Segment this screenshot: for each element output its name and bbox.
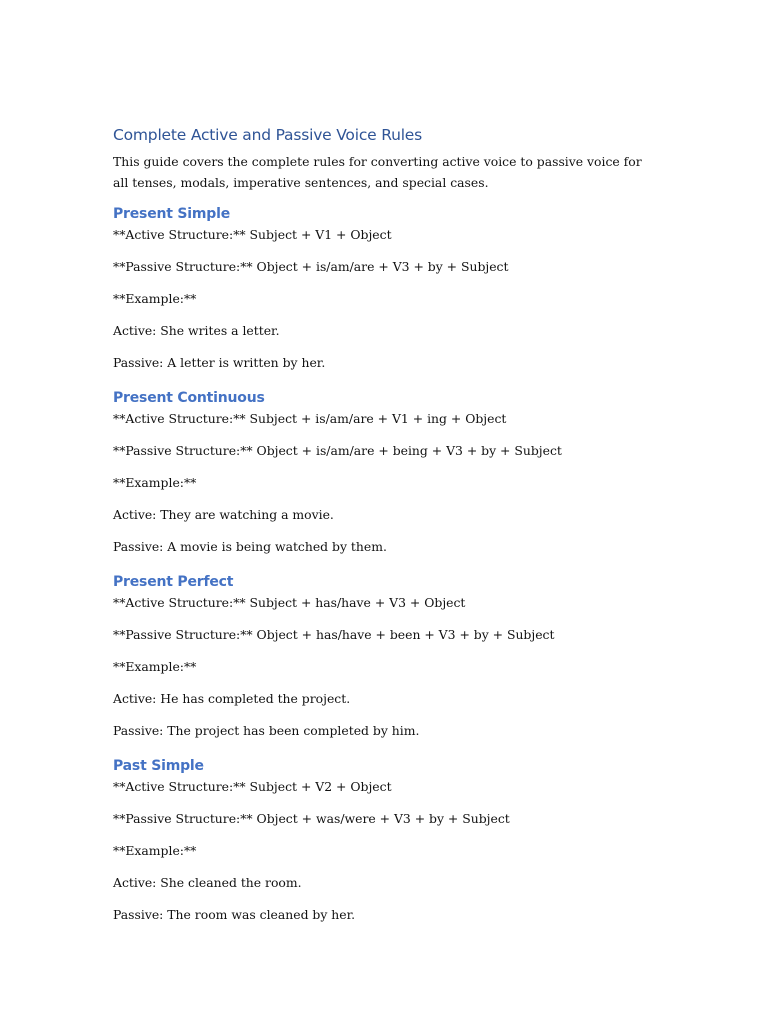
section-heading: Past Simple: [113, 758, 204, 774]
active-example: Active: She cleaned the room.: [113, 875, 302, 890]
passive-example: Passive: A movie is being watched by them.: [113, 539, 387, 554]
example-label: **Example:**: [113, 475, 197, 490]
active-example: Active: They are watching a movie.: [113, 507, 334, 522]
document-title: Complete Active and Passive Voice Rules: [113, 126, 423, 144]
example-label: **Example:**: [113, 843, 197, 858]
example-label: **Example:**: [113, 291, 197, 306]
active-example: Active: He has completed the project.: [113, 691, 351, 706]
passive-structure: **Passive Structure:** Object + was/were + V3 + by + Subject: [113, 811, 510, 826]
section-heading: Present Continuous: [113, 390, 265, 406]
section-past-simple: [113, 753, 653, 937]
section-heading: Present Simple: [113, 206, 231, 222]
passive-example: Passive: A letter is written by her.: [113, 355, 326, 370]
section-present-perfect: [113, 569, 653, 753]
document-page: [113, 124, 653, 937]
section-present-continuous: [113, 385, 653, 569]
passive-example: Passive: The project has been completed by him.: [113, 723, 420, 738]
active-structure: **Active Structure:** Subject + has/have + V3 + Object: [113, 595, 466, 610]
active-structure: **Active Structure:** Subject + is/am/are + V1 + ing + Object: [113, 411, 507, 426]
passive-structure: **Passive Structure:** Object + is/am/are + V3 + by + Subject: [113, 259, 509, 274]
active-example: Active: She writes a letter.: [113, 323, 280, 338]
passive-structure: **Passive Structure:** Object + has/have + been + V3 + by + Subject: [113, 627, 555, 642]
passive-structure: **Passive Structure:** Object + is/am/are + being + V3 + by + Subject: [113, 443, 562, 458]
example-label: **Example:**: [113, 659, 197, 674]
active-structure: **Active Structure:** Subject + V1 + Object: [113, 227, 392, 242]
section-heading: Present Perfect: [113, 574, 234, 590]
intro-paragraph: This guide covers the complete rules for converting active voice to passive voice for all tenses, modals, imperative sentences, and special cases.: [113, 154, 642, 190]
active-structure: **Active Structure:** Subject + V2 + Object: [113, 779, 392, 794]
section-present-simple: [113, 201, 653, 385]
passive-example: Passive: The room was cleaned by her.: [113, 907, 356, 922]
